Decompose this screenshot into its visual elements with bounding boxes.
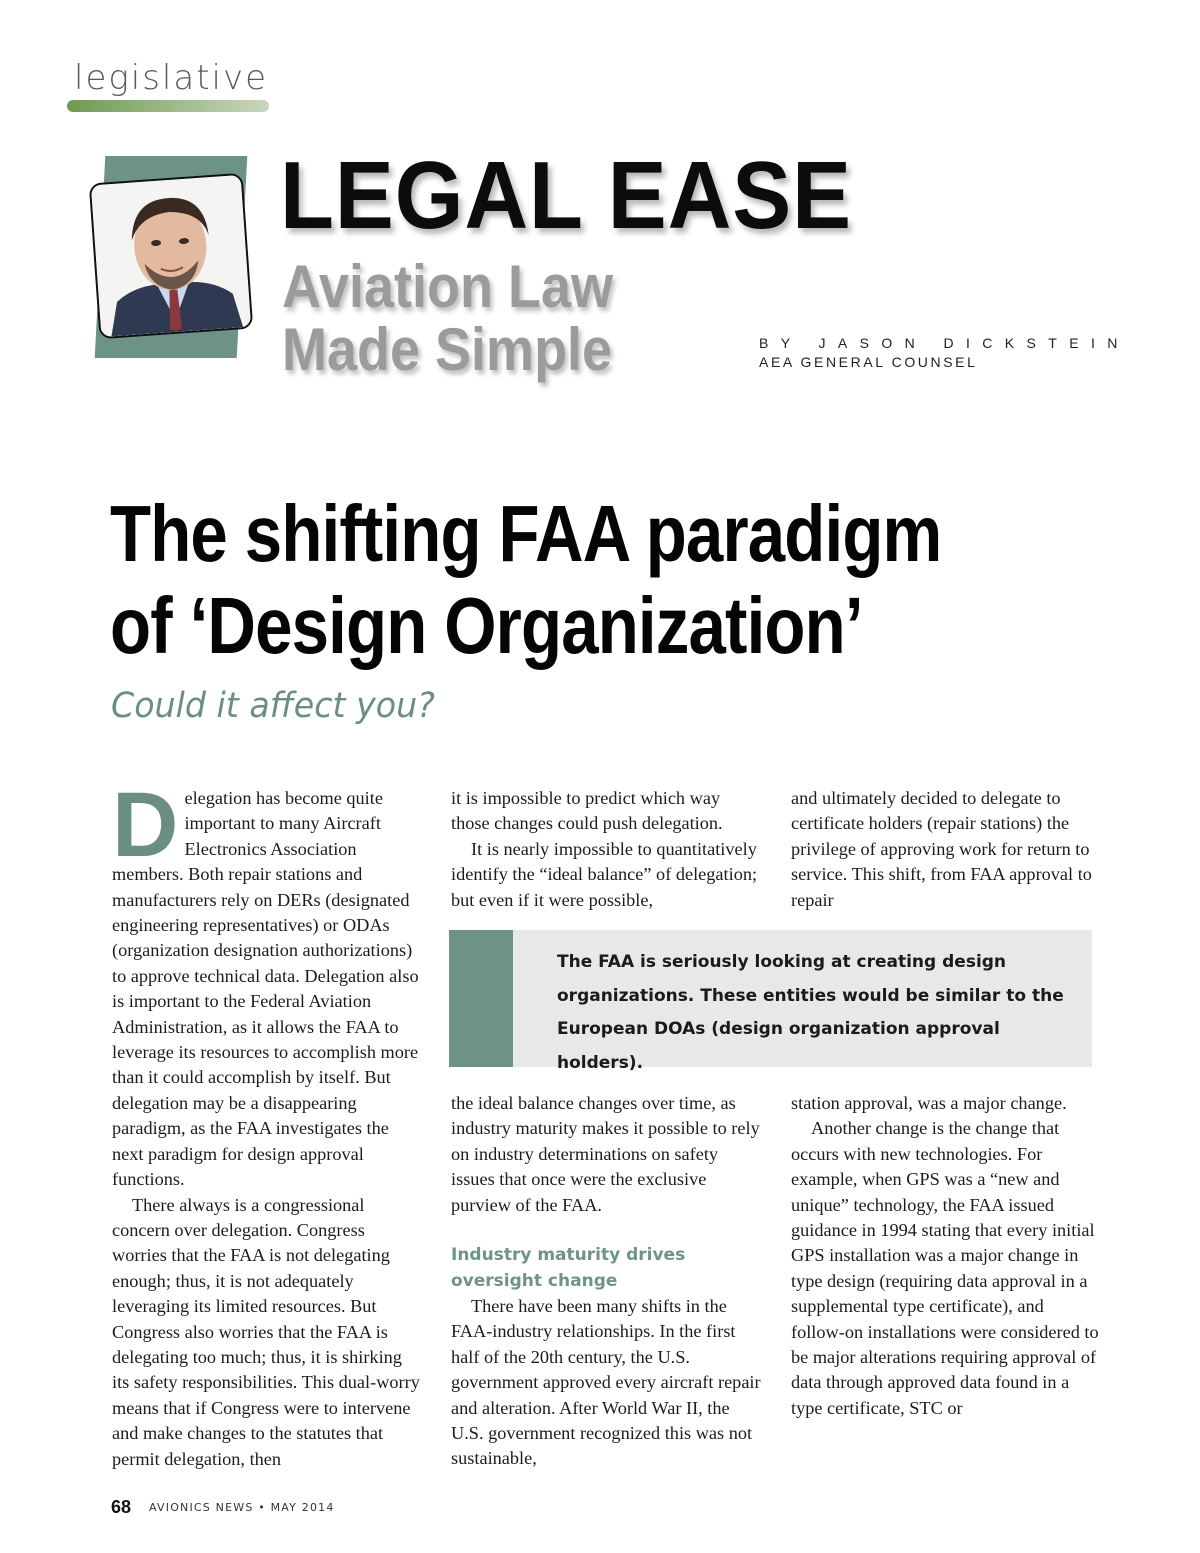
paragraph: Another change is the change that occurs with new technologies. For example, when GPS was a “new and unique” technology, the FAA issued guidance in 1994 stating that every initial GPS installation was a major change in type design (requiring data approval in a supplemental type certificate), and follow-on installations were considered to be major alterations requiring approval of data through approved data found in a type certificate, STC or xyxy=(791,1118,1099,1418)
headline-line1: The shifting FAA paradigm xyxy=(110,489,942,578)
column-subtitle xyxy=(282,255,613,381)
column-title: LEGAL EASE xyxy=(280,142,852,249)
column-subtitle-line2: Made Simple xyxy=(282,316,613,383)
paragraph: and ultimately decided to delegate to certificate holders (repair stations) the privilege of approving work for return to service. This shift, from FAA approval to repair xyxy=(791,788,1092,910)
paragraph-text: elegation has become quite important to many Aircraft Electronics Association members. Both repair stations and manufacturers rely on DERs (designated engineering representatives) or ODAs (organization designation authorizations) to approve technical data. Delegation also is important to the Federal Aviation Administration, as it allows the FAA to leverage its resources to accomplish more than it could accomplish by itself. But delegation may be a disappearing paradigm, as the FAA investigates the next paradigm for design approval functions. xyxy=(112,788,419,1190)
paragraph: station approval, was a major change. xyxy=(791,1093,1067,1113)
page-number: 68 xyxy=(111,1497,132,1517)
byline xyxy=(759,334,1130,372)
body-column-2-bottom xyxy=(451,1091,761,1472)
drop-cap: D xyxy=(112,774,179,876)
pull-quote xyxy=(449,930,1092,1073)
pull-quote-text: The FAA is seriously looking at creating design organizations. These entities would be similar to the European DOAs (design organization approval holders). xyxy=(557,952,1064,1073)
author-portrait-icon xyxy=(91,175,251,337)
body-column-2-top xyxy=(451,786,761,913)
paragraph: it is impossible to predict which way those changes could push delegation. xyxy=(451,788,723,834)
section-subhead: Industry maturity drives oversight change xyxy=(451,1245,686,1292)
paragraph: the ideal balance changes over time, as industry maturity makes it possible to rely on industry determinations on safety issues that once were the exclusive purview of the FAA. xyxy=(451,1093,760,1215)
author-photo xyxy=(89,173,254,339)
section-underline-bar xyxy=(67,100,269,112)
byline-role: AEA GENERAL COUNSEL xyxy=(759,354,978,370)
body-column-1 xyxy=(112,774,422,1472)
paragraph xyxy=(112,774,422,1193)
body-column-3-bottom xyxy=(791,1091,1101,1421)
paragraph: There have been many shifts in the FAA-industry relationships. In the first half of the 20th century, the U.S. government approved every aircraft repair and alteration. After World War II, the U.S. government recognized this was not sustainable, xyxy=(451,1296,761,1469)
body-column-3-top xyxy=(791,786,1101,913)
headline-line2: of ‘Design Organization’ xyxy=(110,581,863,670)
column-subtitle-line1: Aviation Law xyxy=(282,253,614,320)
section-label: legislative xyxy=(74,58,269,98)
article-deck: Could it affect you? xyxy=(111,686,435,726)
paragraph: There always is a congressional concern over delegation. Congress worries that the FAA is not delegating enough; thus, it is not adequately leveraging its limited resources. But Congress also worries that the FAA is delegating too much; thus, it is shirking its safety responsibilities. This dual-worry means that if Congress were to intervene and make changes to the statutes that permit delegation, then xyxy=(112,1194,420,1469)
pull-quote-bar xyxy=(449,930,513,1067)
article-headline xyxy=(110,488,950,672)
byline-author: BY JASON DICKSTEIN xyxy=(759,335,1130,351)
publication-footer: AVIONICS NEWS • MAY 2014 xyxy=(149,1501,335,1514)
paragraph: It is nearly impossible to quantitatively identify the “ideal balance” of delegation; but even if it were possible, xyxy=(451,838,758,910)
